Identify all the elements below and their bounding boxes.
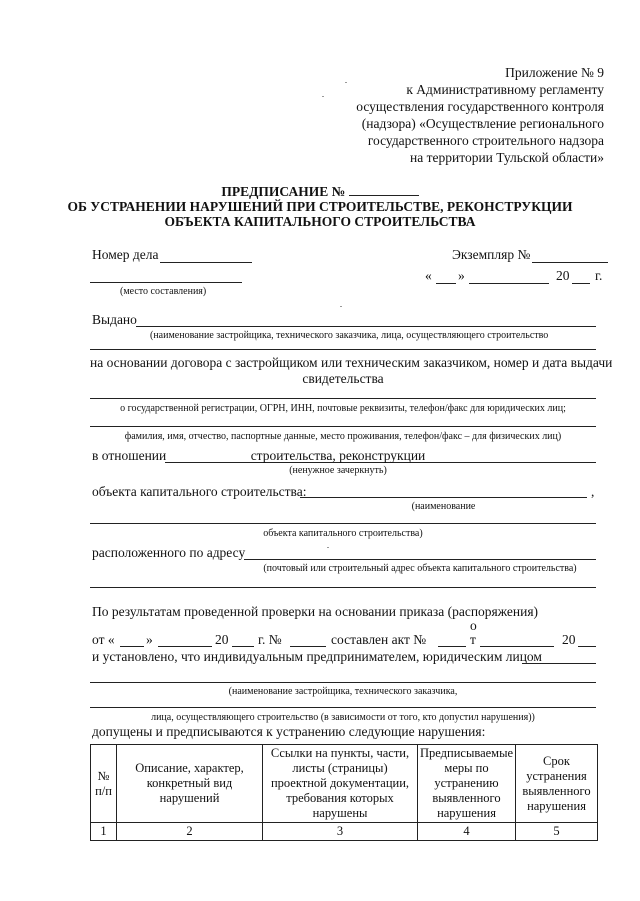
date-open-quote: « [425, 268, 432, 283]
violator-caption-1: (наименование застройщика, технического заказчика, [228, 686, 458, 697]
address-label: расположенного по адресу [92, 545, 246, 560]
appendix-line-1: Приложение № 9 [505, 65, 604, 80]
basis-text-line-1: на основании договора с застройщиком или техническим заказчиком, номер и дата выдачи [90, 355, 613, 370]
object-caption-1: (наименование [411, 501, 476, 512]
order-number-field[interactable] [290, 646, 326, 647]
violator-field[interactable] [522, 663, 596, 664]
regarding-label: в отношении [92, 448, 167, 463]
column-number-4: 4 [418, 823, 516, 841]
inspection-o-mark: о [470, 618, 477, 633]
issued-to-field-2[interactable] [90, 349, 596, 350]
inspection-act-text: составлен акт № [331, 632, 427, 647]
regarding-value: строительства, реконструкции [250, 448, 426, 463]
column-number-3: 3 [263, 823, 418, 841]
year-suffix: г. [595, 268, 603, 283]
document-title-line-2: ОБ УСТРАНЕНИИ НАРУШЕНИЙ ПРИ СТРОИТЕЛЬСТВЕ, РЕКОНСТРУКЦИИ [67, 199, 573, 214]
violator-field-2[interactable] [90, 682, 596, 683]
copy-number-field[interactable] [532, 262, 608, 263]
case-number-field[interactable] [160, 262, 252, 263]
inspection-year-prefix: 20 [215, 632, 229, 647]
header-number: № п/п [91, 745, 117, 823]
violator-caption-2: лица, осуществляющего строительство (в зависимости от того, кто допустил нарушения)) [151, 712, 535, 723]
scan-speck [340, 306, 342, 307]
appendix-line-4: (надзора) «Осуществление регионального [361, 116, 604, 131]
header-references: Ссылки на пункты, части, листы (страницы) проектной документации, требования которых нарушены [263, 745, 418, 823]
act-date-field[interactable] [480, 646, 554, 647]
scan-speck [327, 547, 329, 548]
object-caption-2: объекта капитального строительства) [263, 528, 423, 539]
year-field[interactable] [572, 283, 590, 284]
document-title-number: ПРЕДПИСАНИЕ № [0, 183, 640, 200]
address-caption: (почтовый или строительный адрес объекта капитального строительства) [263, 563, 577, 574]
violations-table [90, 744, 598, 841]
inspection-year-2: 20 [562, 632, 576, 647]
registration-field[interactable] [90, 398, 596, 399]
document-title-line-3: ОБЪЕКТА КАПИТАЛЬНОГО СТРОИТЕЛЬСТВА [164, 214, 476, 229]
legal-entity-caption: о государственной регистрации, ОГРН, ИНН, почтовые реквизиты, телефон/факс для юридических лиц; [120, 403, 566, 414]
copy-number-label: Экземпляр № [452, 247, 531, 262]
scan-speck [345, 82, 347, 83]
scan-speck [322, 96, 324, 97]
basis-text-line-2: свидетельства [302, 371, 384, 386]
table-header-row [91, 745, 598, 823]
appendix-line-6: на территории Тульской области» [410, 150, 604, 165]
inspection-g-no: г. № [258, 632, 282, 647]
order-month-field[interactable] [158, 646, 212, 647]
object-label: объекта капитального строительства: [92, 484, 307, 499]
column-number-1: 1 [91, 823, 117, 841]
place-field[interactable] [90, 282, 242, 283]
object-name-field-2[interactable] [90, 523, 596, 524]
issued-label: Выдано [92, 312, 137, 327]
inspection-t-mark: т [470, 632, 476, 647]
place-caption: (место составления) [120, 286, 207, 297]
inspection-established: и установлено, что индивидуальным предпринимателем, юридическим лицом [92, 649, 542, 664]
table-row [91, 823, 598, 841]
header-measures: Предписываемые меры по устранению выявленного нарушения [418, 745, 516, 823]
year-prefix: 20 [556, 268, 570, 283]
header-deadline: Срок устранения выявленного нарушения [516, 745, 598, 823]
issued-caption: (наименование застройщика, технического заказчика, лица, осуществляющего строительство [150, 330, 549, 341]
prescription-number-field[interactable] [349, 183, 419, 196]
case-number-label: Номер дела [92, 247, 159, 262]
object-comma: , [591, 484, 595, 499]
appendix-line-2: к Административному регламенту [406, 82, 604, 97]
object-name-field[interactable] [300, 497, 587, 498]
order-year-field[interactable] [232, 646, 254, 647]
violator-field-3[interactable] [90, 707, 596, 708]
person-field[interactable] [90, 426, 596, 427]
column-number-2: 2 [117, 823, 263, 841]
inspection-tail: допущены и предписываются к устранению следующие нарушения: [92, 724, 486, 739]
inspection-line-1: По результатам проведенной проверки на основании приказа (распоряжения) [92, 604, 539, 619]
month-field[interactable] [469, 283, 549, 284]
act-year-field[interactable] [578, 646, 596, 647]
address-field-2[interactable] [90, 587, 596, 588]
act-number-field[interactable] [438, 646, 466, 647]
day-field[interactable] [436, 283, 456, 284]
individual-caption: фамилия, имя, отчество, паспортные данные, место проживания, телефон/факс – для физических лиц) [124, 431, 562, 442]
address-field[interactable] [244, 559, 596, 560]
order-day-field[interactable] [120, 646, 144, 647]
inspection-from: от « [92, 632, 115, 647]
header-description: Описание, характер, конкретный вид нарушений [117, 745, 263, 823]
appendix-line-3: осуществления государственного контроля [356, 99, 604, 114]
issued-to-field[interactable] [136, 326, 596, 327]
regarding-caption: (ненужное зачеркнуть) [289, 465, 387, 476]
appendix-block [356, 64, 604, 166]
column-number-5: 5 [516, 823, 598, 841]
date-close-quote: » [458, 268, 465, 283]
appendix-line-5: государственного строительного надзора [367, 133, 604, 148]
inspection-quote-close: » [146, 632, 153, 647]
